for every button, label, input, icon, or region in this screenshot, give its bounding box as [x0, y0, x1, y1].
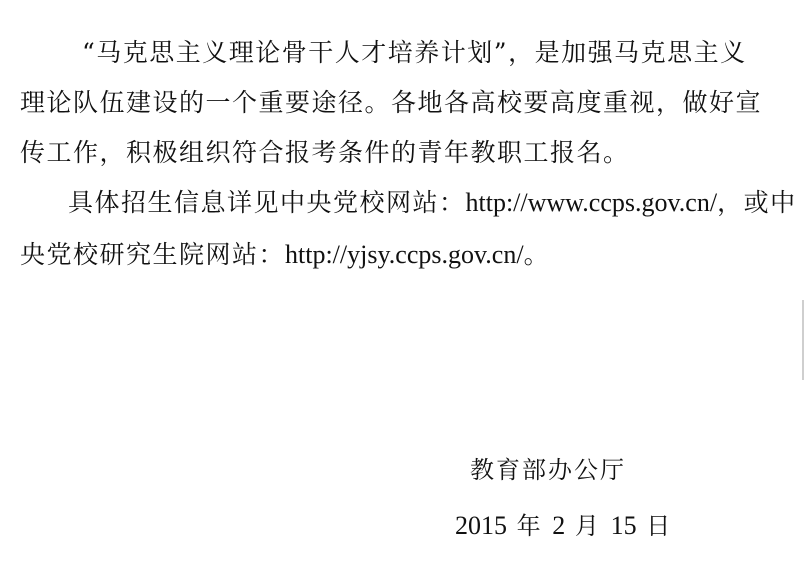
- paragraph2-line1-text: 具体招生信息详见中央党校网站：: [68, 188, 466, 217]
- date-year-unit: 年: [516, 512, 543, 540]
- paragraph2-line1-tail: ，或中: [717, 188, 797, 217]
- graduate-school-website-link[interactable]: http://yjsy.ccps.gov.cn/: [285, 240, 524, 269]
- paragraph2-line2-tail: 。: [523, 240, 551, 269]
- paragraph1-line2: 理论队伍建设的一个重要途径。各地各高校要高度重视，做好宣: [20, 88, 763, 117]
- paragraph2-line1: [68, 188, 797, 218]
- ccps-website-link[interactable]: http://www.ccps.gov.cn/: [465, 188, 718, 217]
- date-year: 2015: [455, 511, 507, 540]
- date-month-unit: 月: [574, 512, 601, 540]
- paragraph1-line3: 传工作，积极组织符合报考条件的青年教职工报名。: [20, 138, 630, 167]
- signature-office: 教育部办公厅: [470, 456, 626, 484]
- date-day: 15: [610, 511, 637, 540]
- date-month: 2: [552, 511, 566, 540]
- paragraph1-line1: “马克思主义理论骨干人才培养计划”，是加强马克思主义: [82, 38, 747, 67]
- signature-date: [455, 512, 672, 540]
- paragraph2-line2: [20, 240, 550, 270]
- paragraph2-line2-text: 央党校研究生院网站：: [20, 240, 286, 269]
- date-day-unit: 日: [646, 512, 673, 540]
